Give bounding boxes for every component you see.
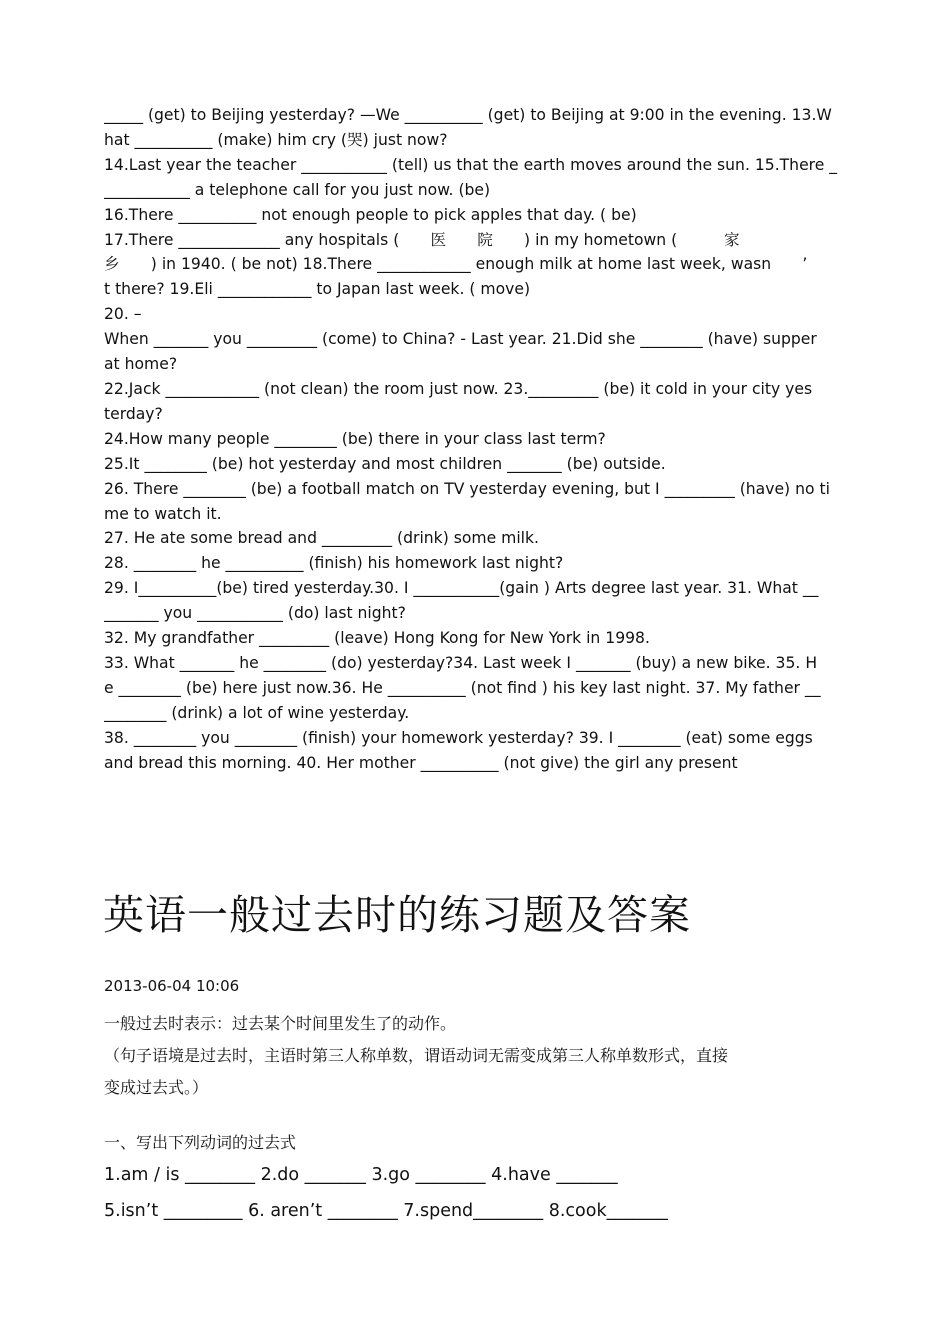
article-date: 2013-06-04 10:06 <box>104 977 240 995</box>
exercise-line: 22.Jack ____________ (not clean) the room just now. 23._________ (be) it cold in your city yes <box>104 379 813 398</box>
verb-exercise-line: 1.am / is ________ 2.do _______ 3.go ________ 4.have _______ <box>104 1165 618 1185</box>
exercise-line: 25.It ________ (be) hot yesterday and most children _______ (be) outside. <box>104 454 666 473</box>
exercise-line: 32. My grandfather _________ (leave) Hong Kong for New York in 1998. <box>104 629 650 648</box>
exercise-line: 38. ________ you ________ (finish) your homework yesterday? 39. I ________ (eat) some eggs <box>104 728 813 747</box>
exercise-block <box>104 103 848 775</box>
exercise-line: 16.There __________ not enough people to pick apples that day. ( be) <box>104 205 637 224</box>
exercise-line: e ________ (be) here just now.36. He __________ (not find ) his key last night. 37. My father __ <box>104 678 821 697</box>
exercise-line: 乡 ) in 1940. ( be not) 18.There ____________ enough milk at home last week, wasn ’ <box>104 255 808 274</box>
intro-line: 变成过去式。） <box>104 1078 209 1097</box>
exercise-line: t there? 19.Eli ____________ to Japan last week. ( move) <box>104 280 531 299</box>
exercise-line: ________ (drink) a lot of wine yesterday. <box>104 703 410 722</box>
exercise-line: 33. What _______ he ________ (do) yesterday?34. Last week I _______ (buy) a new bike. 35. H <box>104 653 818 672</box>
exercise-line: 27. He ate some bread and _________ (drink) some milk. <box>104 529 539 548</box>
exercise-line: 26. There ________ (be) a football match on TV yesterday evening, but I _________ (have) no ti <box>104 479 830 498</box>
intro-line: 一般过去时表示：过去某个时间里发生了的动作。 <box>104 1014 457 1033</box>
exercise-line: 14.Last year the teacher ___________ (tell) us that the earth moves around the sun. 15.There _ <box>104 155 838 174</box>
section-heading: 一、写出下列动词的过去式 <box>104 1133 297 1152</box>
exercise-line: _____ (get) to Beijing yesterday? —We __________ (get) to Beijing at 9:00 in the evening. 13.W <box>104 106 832 124</box>
exercise-line: 17.There _____________ any hospitals ( 医 院 ) in my hometown ( 家 <box>104 230 740 249</box>
exercise-line: terday? <box>104 404 163 423</box>
exercise-line: and bread this morning. 40. Her mother __________ (not give) the girl any present <box>104 753 738 772</box>
intro-line: （句子语境是过去时，主语时第三人称单数，谓语动词无需变成第三人称单数形式，直接 <box>104 1046 729 1065</box>
exercise-line: at home? <box>104 355 178 374</box>
exercise-line: 24.How many people ________ (be) there in your class last term? <box>104 429 606 448</box>
article-title: 英语一般过去时的练习题及答案 <box>103 891 691 939</box>
exercise-line: When _______ you _________ (come) to China? - Last year. 21.Did she ________ (have) supper <box>104 330 817 349</box>
exercise-line: 29. I__________(be) tired yesterday.30. I ___________(gain ) Arts degree last year. 31. What __ <box>104 579 819 598</box>
exercise-line: me to watch it. <box>104 504 222 523</box>
exercise-line: 20. – <box>104 305 142 324</box>
intro-paragraph <box>104 1008 848 1104</box>
exercise-line: ___________ a telephone call for you just now. (be) <box>104 180 491 199</box>
exercise-line: hat __________ (make) him cry (哭) just now? <box>104 130 448 149</box>
exercise-line: _______ you ___________ (do) last night? <box>104 604 406 623</box>
verb-exercise-line: 5.isn’t _________ 6. aren’t ________ 7.spend________ 8.cook_______ <box>104 1201 668 1221</box>
exercise-line: 28. ________ he __________ (finish) his homework last night? <box>104 554 564 573</box>
